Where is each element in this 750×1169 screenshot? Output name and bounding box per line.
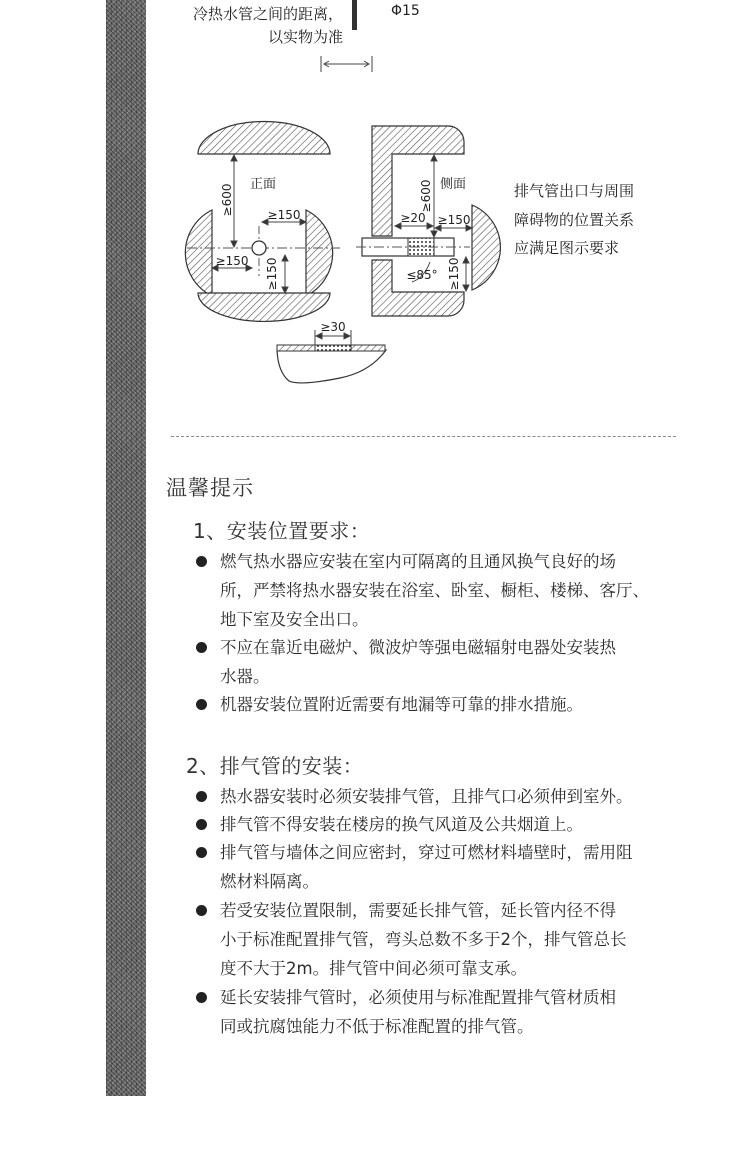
- bullet-dot: [196, 847, 207, 858]
- bullet-dot: [196, 791, 207, 802]
- list-item: 燃气热水器应安装在室内可隔离的且通风换气良好的场 所，严禁将热水器安装在浴室、卧室、橱柜、楼梯、客厅、 地下室及安全出口。: [196, 547, 686, 634]
- bullet-dot: [196, 642, 207, 653]
- front-bottom-150-dim: ≥150: [265, 257, 279, 291]
- side-angle-dim: ≤85°: [406, 268, 438, 282]
- front-vertical-600-dim: ≥600: [220, 183, 234, 217]
- list-item: 若受安装位置限制，需要延长排气管，延长管内径不得 小于标准配置排气管，弯头总数不多于2个，排气管总长 度不大于2m。排气管中间必须可靠支承。: [196, 896, 686, 983]
- list-item: 机器安装位置附近需要有地漏等可靠的排水措施。: [196, 690, 686, 719]
- list-item: 延长安装排气管时，必须使用与标准配置排气管材质相 同或抗腐蚀能力不低于标准配置的排气管。: [196, 983, 686, 1041]
- side-note-line-1: 排气管出口与周围: [514, 182, 635, 200]
- front-view-label: 正面: [250, 177, 277, 192]
- front-left-150-dim: ≥150: [215, 254, 249, 268]
- bullet-dot: [196, 992, 207, 1003]
- side-view: [356, 126, 500, 316]
- installation-diagram: [0, 0, 750, 430]
- pipe-diameter-label: Φ15: [391, 3, 420, 19]
- list-item: 排气管不得安装在楼房的换气风道及公共烟道上。: [196, 810, 686, 839]
- side-bottom-150-dim: ≥150: [447, 257, 461, 291]
- water-pipe: [352, 0, 357, 30]
- bullet-dot: [196, 905, 207, 916]
- side-20-dim: ≥20: [400, 211, 426, 225]
- side-150-dim: ≥150: [437, 213, 471, 227]
- eave-view: [277, 330, 386, 383]
- side-note-line-2: 障碍物的位置关系: [514, 211, 635, 229]
- eave-30-dim: ≥30: [320, 320, 346, 334]
- list-item: 不应在靠近电磁炉、微波炉等强电磁辐射电器处安装热 水器。: [196, 633, 686, 691]
- side-note-line-3: 应满足图示要求: [514, 239, 620, 257]
- pipe-note-line-1: 冷热水管之间的距离，: [192, 5, 343, 23]
- front-right-150-dim: ≥150: [267, 208, 301, 222]
- tips-title: 温馨提示: [166, 476, 254, 500]
- side-view-label: 侧面: [440, 177, 467, 192]
- side-vertical-600-dim: ≥600: [419, 179, 433, 213]
- front-view: [185, 122, 340, 322]
- pipe-spacing-dimension: [321, 56, 372, 72]
- section-1-heading: 1、安装位置要求：: [193, 519, 371, 543]
- list-item: 热水器安装时必须安装排气管，且排气口必须伸到室外。: [196, 782, 686, 811]
- section-2-heading: 2、排气管的安装：: [186, 754, 364, 778]
- bullet-dot: [196, 819, 207, 830]
- pipe-note-line-2: 以实物为准: [267, 28, 343, 46]
- list-item: 排气管与墙体之间应密封，穿过可燃材料墙壁时，需用阻 燃材料隔离。: [196, 838, 686, 896]
- bullet-dot: [196, 556, 207, 567]
- section-divider: [171, 436, 676, 437]
- bullet-dot: [196, 699, 207, 710]
